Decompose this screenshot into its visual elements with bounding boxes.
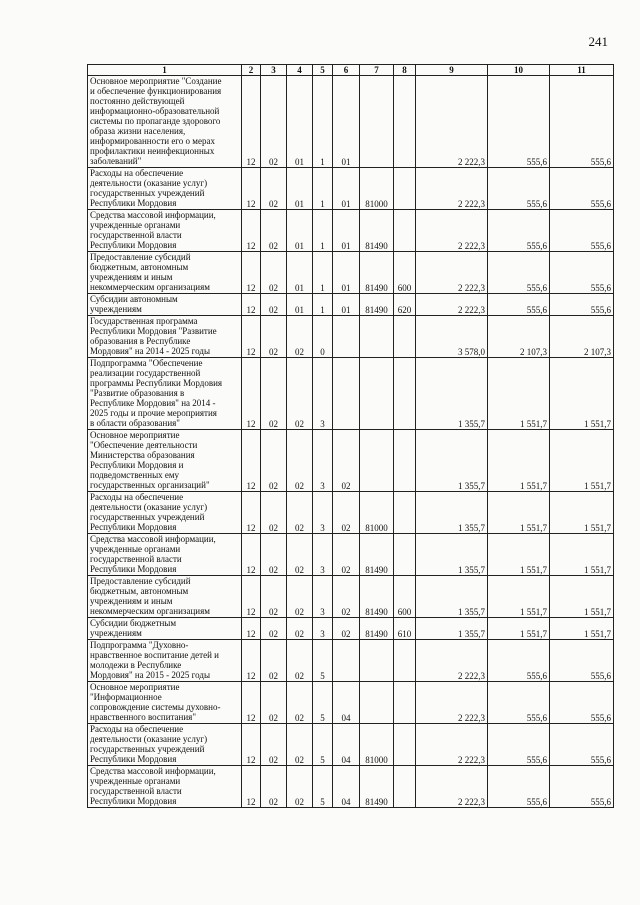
row-value-cell: 02 (261, 252, 287, 294)
row-value-cell (394, 640, 416, 682)
row-value-cell (394, 358, 416, 430)
row-value-cell: 02 (261, 76, 287, 168)
row-value-cell: 555,6 (488, 76, 550, 168)
row-value-cell: 555,6 (550, 252, 614, 294)
row-value-cell: 600 (394, 252, 416, 294)
row-value-cell (360, 358, 394, 430)
row-value-cell: 1 (313, 76, 333, 168)
row-value-cell: 01 (333, 252, 360, 294)
row-name-cell: Основное мероприятие "Информационное сопровождение системы духовно- нравственного воспитания" (88, 682, 242, 724)
row-value-cell: 12 (242, 576, 261, 618)
row-value-cell (333, 316, 360, 358)
row-value-cell: 12 (242, 210, 261, 252)
row-value-cell: 1 551,7 (488, 534, 550, 576)
table-row (88, 766, 614, 808)
table-row (88, 316, 614, 358)
row-value-cell: 01 (333, 76, 360, 168)
row-value-cell: 555,6 (488, 682, 550, 724)
row-value-cell: 2 107,3 (550, 316, 614, 358)
row-value-cell: 81490 (360, 252, 394, 294)
row-value-cell: 555,6 (488, 210, 550, 252)
row-value-cell: 02 (261, 640, 287, 682)
row-name-cell: Подпрограмма "Обеспечение реализации государственной программы Республики Мордовия "Развитие образования в Республике Мордовия" на 2014 - 2025 годы и прочие мероприятия в области образования" (88, 358, 242, 430)
row-value-cell: 02 (287, 766, 313, 808)
row-value-cell: 1 551,7 (488, 430, 550, 492)
table-body (88, 76, 614, 808)
row-value-cell: 12 (242, 358, 261, 430)
table-row (88, 294, 614, 316)
row-value-cell (360, 682, 394, 724)
row-name-cell: Расходы на обеспечение деятельности (оказание услуг) государственных учреждений Республики Мордовия (88, 492, 242, 534)
row-value-cell: 1 355,7 (416, 618, 488, 640)
column-header: 5 (313, 65, 333, 76)
row-value-cell: 600 (394, 576, 416, 618)
row-value-cell: 5 (313, 640, 333, 682)
table-row (88, 640, 614, 682)
row-value-cell: 12 (242, 640, 261, 682)
row-value-cell: 2 222,3 (416, 766, 488, 808)
row-value-cell: 555,6 (488, 168, 550, 210)
row-value-cell: 555,6 (488, 724, 550, 766)
table-row (88, 682, 614, 724)
row-value-cell: 02 (333, 492, 360, 534)
row-value-cell: 12 (242, 168, 261, 210)
row-value-cell: 01 (287, 168, 313, 210)
table-row (88, 430, 614, 492)
row-value-cell: 02 (261, 210, 287, 252)
row-value-cell: 1 551,7 (488, 618, 550, 640)
table-row (88, 576, 614, 618)
row-name-cell: Средства массовой информации, учрежденные органами государственной власти Республики Мордовия (88, 766, 242, 808)
row-value-cell: 3 (313, 534, 333, 576)
column-header: 10 (488, 65, 550, 76)
row-value-cell: 555,6 (488, 294, 550, 316)
row-value-cell: 3 (313, 576, 333, 618)
column-header: 4 (287, 65, 313, 76)
row-value-cell (394, 492, 416, 534)
row-value-cell: 81490 (360, 618, 394, 640)
row-value-cell: 555,6 (550, 210, 614, 252)
row-value-cell (360, 640, 394, 682)
row-value-cell: 81000 (360, 168, 394, 210)
row-value-cell: 555,6 (488, 766, 550, 808)
row-value-cell (360, 76, 394, 168)
table-row (88, 492, 614, 534)
row-value-cell: 1 (313, 252, 333, 294)
row-value-cell: 02 (287, 534, 313, 576)
row-name-cell: Государственная программа Республики Мордовия "Развитие образования в Республике Мордовия" на 2014 - 2025 годы (88, 316, 242, 358)
row-value-cell (394, 430, 416, 492)
row-value-cell: 02 (287, 682, 313, 724)
row-value-cell: 12 (242, 76, 261, 168)
row-value-cell (394, 766, 416, 808)
row-value-cell (394, 168, 416, 210)
row-value-cell: 12 (242, 492, 261, 534)
row-value-cell: 01 (333, 210, 360, 252)
row-value-cell: 5 (313, 682, 333, 724)
row-value-cell: 81490 (360, 576, 394, 618)
row-value-cell: 1 551,7 (488, 492, 550, 534)
table-row (88, 76, 614, 168)
row-name-cell: Средства массовой информации, учрежденные органами государственной власти Республики Мордовия (88, 534, 242, 576)
row-value-cell: 555,6 (488, 640, 550, 682)
row-value-cell: 02 (261, 766, 287, 808)
row-value-cell: 02 (333, 576, 360, 618)
row-value-cell: 81490 (360, 766, 394, 808)
row-value-cell: 12 (242, 294, 261, 316)
row-value-cell: 0 (313, 316, 333, 358)
row-value-cell: 02 (287, 316, 313, 358)
row-value-cell: 2 222,3 (416, 640, 488, 682)
row-name-cell: Расходы на обеспечение деятельности (оказание услуг) государственных учреждений Республики Мордовия (88, 724, 242, 766)
table-row (88, 358, 614, 430)
row-value-cell: 2 222,3 (416, 682, 488, 724)
row-value-cell (333, 358, 360, 430)
row-value-cell: 01 (287, 210, 313, 252)
row-value-cell: 81490 (360, 534, 394, 576)
row-value-cell (360, 430, 394, 492)
row-value-cell: 1 (313, 168, 333, 210)
budget-table (87, 64, 614, 808)
row-value-cell: 555,6 (550, 168, 614, 210)
column-header: 3 (261, 65, 287, 76)
row-value-cell: 12 (242, 724, 261, 766)
row-value-cell: 02 (333, 534, 360, 576)
row-value-cell: 12 (242, 618, 261, 640)
row-value-cell: 3 (313, 492, 333, 534)
row-value-cell: 5 (313, 724, 333, 766)
row-value-cell: 04 (333, 682, 360, 724)
row-value-cell: 81000 (360, 724, 394, 766)
row-value-cell: 3 (313, 358, 333, 430)
row-value-cell: 2 107,3 (488, 316, 550, 358)
row-value-cell: 02 (333, 430, 360, 492)
row-value-cell: 1 (313, 210, 333, 252)
row-value-cell (394, 724, 416, 766)
row-value-cell: 02 (261, 724, 287, 766)
row-value-cell: 12 (242, 682, 261, 724)
column-header: 9 (416, 65, 488, 76)
table-row (88, 618, 614, 640)
row-value-cell: 02 (333, 618, 360, 640)
row-value-cell: 01 (287, 252, 313, 294)
row-name-cell: Расходы на обеспечение деятельности (оказание услуг) государственных учреждений Республики Мордовия (88, 168, 242, 210)
row-value-cell: 2 222,3 (416, 724, 488, 766)
row-value-cell: 1 355,7 (416, 576, 488, 618)
row-value-cell: 81490 (360, 294, 394, 316)
row-value-cell: 12 (242, 252, 261, 294)
table-header-row (88, 65, 614, 76)
row-name-cell: Основное мероприятие "Обеспечение деятельности Министерства образования Республики Мордовия и подведомственных ему государственных организаций" (88, 430, 242, 492)
page-number: 241 (588, 34, 608, 49)
row-value-cell: 02 (261, 682, 287, 724)
row-value-cell: 02 (287, 576, 313, 618)
row-value-cell: 02 (261, 534, 287, 576)
row-value-cell: 1 551,7 (550, 576, 614, 618)
row-value-cell: 555,6 (550, 766, 614, 808)
row-value-cell: 01 (333, 168, 360, 210)
row-value-cell (394, 316, 416, 358)
row-value-cell: 3 578,0 (416, 316, 488, 358)
row-value-cell: 02 (287, 640, 313, 682)
row-value-cell: 3 (313, 430, 333, 492)
table-row (88, 210, 614, 252)
row-name-cell: Подпрограмма "Духовно- нравственное воспитание детей и молодежи в Республике Мордовия" на 2015 - 2025 годы (88, 640, 242, 682)
table-row (88, 168, 614, 210)
row-value-cell: 1 551,7 (550, 492, 614, 534)
row-value-cell: 555,6 (550, 76, 614, 168)
row-name-cell: Субсидии бюджетным учреждениям (88, 618, 242, 640)
row-value-cell: 2 222,3 (416, 76, 488, 168)
row-value-cell: 1 355,7 (416, 358, 488, 430)
table-row (88, 724, 614, 766)
row-value-cell: 620 (394, 294, 416, 316)
row-value-cell: 1 551,7 (488, 576, 550, 618)
row-value-cell: 1 355,7 (416, 534, 488, 576)
row-value-cell: 02 (261, 430, 287, 492)
row-value-cell: 02 (261, 358, 287, 430)
row-value-cell: 01 (287, 76, 313, 168)
row-value-cell: 12 (242, 316, 261, 358)
row-value-cell: 02 (287, 724, 313, 766)
row-value-cell: 555,6 (550, 724, 614, 766)
row-value-cell (394, 534, 416, 576)
row-value-cell: 12 (242, 766, 261, 808)
row-value-cell: 1 551,7 (550, 534, 614, 576)
row-value-cell: 02 (261, 618, 287, 640)
row-value-cell: 02 (261, 168, 287, 210)
row-value-cell: 2 222,3 (416, 168, 488, 210)
row-name-cell: Средства массовой информации, учрежденные органами государственной власти Республики Мордовия (88, 210, 242, 252)
row-value-cell: 02 (287, 430, 313, 492)
table-row (88, 252, 614, 294)
row-value-cell: 02 (261, 576, 287, 618)
row-name-cell: Основное мероприятие "Создание и обеспечение функционирования постоянно действующей информационно-образовательной системы по пропаганде здорового образа жизни населения, информированности его о мерах профилактики неинфекционных заболеваний" (88, 76, 242, 168)
row-value-cell: 2 222,3 (416, 252, 488, 294)
row-value-cell: 01 (287, 294, 313, 316)
row-value-cell: 555,6 (550, 294, 614, 316)
row-value-cell: 555,6 (488, 252, 550, 294)
row-value-cell: 02 (287, 492, 313, 534)
row-value-cell: 01 (333, 294, 360, 316)
row-value-cell: 02 (287, 618, 313, 640)
row-value-cell: 02 (261, 294, 287, 316)
table-row (88, 534, 614, 576)
row-value-cell (394, 210, 416, 252)
row-value-cell: 1 551,7 (550, 358, 614, 430)
row-value-cell: 2 222,3 (416, 210, 488, 252)
column-header: 8 (394, 65, 416, 76)
row-value-cell: 1 355,7 (416, 430, 488, 492)
row-value-cell: 12 (242, 430, 261, 492)
row-value-cell (360, 316, 394, 358)
row-value-cell: 1 (313, 294, 333, 316)
column-header: 2 (242, 65, 261, 76)
row-value-cell: 610 (394, 618, 416, 640)
row-value-cell: 1 551,7 (550, 430, 614, 492)
column-header: 7 (360, 65, 394, 76)
row-value-cell: 1 355,7 (416, 492, 488, 534)
row-value-cell: 02 (261, 316, 287, 358)
row-value-cell: 02 (261, 492, 287, 534)
row-name-cell: Предоставление субсидий бюджетным, автономным учреждениям и иным некоммерческим организациям (88, 576, 242, 618)
row-value-cell: 555,6 (550, 682, 614, 724)
row-value-cell: 1 551,7 (488, 358, 550, 430)
row-value-cell: 02 (287, 358, 313, 430)
row-value-cell: 81000 (360, 492, 394, 534)
row-value-cell: 2 222,3 (416, 294, 488, 316)
row-value-cell: 5 (313, 766, 333, 808)
row-name-cell: Предоставление субсидий бюджетным, автономным учреждениям и иным некоммерческим организациям (88, 252, 242, 294)
row-value-cell (333, 640, 360, 682)
row-value-cell (394, 682, 416, 724)
column-header: 1 (88, 65, 242, 76)
row-value-cell: 04 (333, 724, 360, 766)
column-header: 11 (550, 65, 614, 76)
row-value-cell: 3 (313, 618, 333, 640)
row-value-cell (394, 76, 416, 168)
row-value-cell: 12 (242, 534, 261, 576)
row-value-cell: 1 551,7 (550, 618, 614, 640)
row-value-cell: 555,6 (550, 640, 614, 682)
row-name-cell: Субсидии автономным учреждениям (88, 294, 242, 316)
row-value-cell: 04 (333, 766, 360, 808)
row-value-cell: 81490 (360, 210, 394, 252)
column-header: 6 (333, 65, 360, 76)
